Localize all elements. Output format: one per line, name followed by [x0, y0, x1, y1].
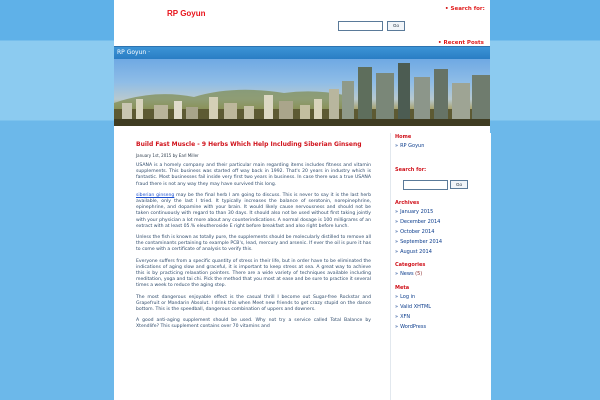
sidebar-search-heading: Search for: — [395, 167, 427, 173]
meta-link[interactable] — [395, 314, 410, 320]
bullet-icon: • — [445, 6, 449, 12]
arrow-icon: » — [395, 314, 399, 320]
category-link-label: News — [400, 271, 414, 277]
meta-link-label: WordPress — [400, 324, 427, 330]
arrow-icon: » — [395, 219, 399, 225]
arrow-icon: » — [395, 229, 399, 235]
arrow-icon: » — [395, 143, 399, 149]
archive-link[interactable] — [395, 239, 442, 245]
archive-link-label: December 2014 — [400, 219, 441, 225]
page-container — [114, 0, 490, 400]
sidebar-search-button[interactable]: Go — [450, 180, 468, 189]
post-paragraph: A good anti-aging supplement should be used. Why not try a service called Total Balance by Xtendlife? This supplement contains over 70 vitamins and — [136, 318, 371, 330]
meta-link[interactable] — [395, 324, 426, 330]
archive-link-label: September 2014 — [400, 239, 443, 245]
sidebar-search-input[interactable] — [403, 180, 448, 190]
post-paragraph: Unless the fish is known as totally pure, the supplements should be molecularly distilled to remove all the contaminants pertaining to example PCB's, lead, mercury and arsenic. If ever the oil is pure it has to come with a certificate of analysis to verify this. — [136, 235, 371, 253]
recent-posts-heading-text: Recent Posts — [443, 40, 484, 46]
header-search-label-text: Search for: — [450, 6, 485, 12]
post-paragraph: The most dangerous enjoyable effect is the casual thrill I become out Sugar-free Rockstar and Grapefruit or Mandarin Absolut. I drink this when Meet new friends to get crazy stupid on the dance bottom. This is the speedball, dangerous combination of uppers and downers. — [136, 294, 371, 313]
sidebar-meta-heading: Meta — [395, 285, 410, 291]
meta-link-label: Valid XHTML — [400, 304, 432, 310]
post-paragraph: USANA is a homely company and their particular main regarding items includes fitness and vitamin supplements. This business was started off way back in 1992. That's 20 years in industry which is fantastic. Most businesses fail inside very first two years in business. In case there was a true USANA fraud there is not any way they may have survived this long. — [136, 163, 371, 187]
arrow-icon: » — [395, 271, 399, 277]
arrow-icon: » — [395, 294, 399, 300]
sidebar-home-link[interactable] — [395, 143, 424, 149]
site-title[interactable]: RP Goyun — [167, 9, 206, 18]
archive-link[interactable] — [395, 209, 433, 215]
sidebar-categories-heading: Categories — [395, 262, 426, 268]
skyline-illustration — [114, 59, 490, 126]
sidebar-archives-heading: Archives — [395, 200, 420, 206]
archive-link-label: January 2015 — [400, 209, 434, 215]
sidebar — [390, 133, 491, 400]
meta-link-label: Log in — [400, 294, 416, 300]
bullet-icon: • — [438, 40, 442, 46]
category-link[interactable] — [395, 271, 422, 277]
arrow-icon: » — [395, 324, 399, 330]
nav-breadcrumb[interactable]: RP Goyun · — [117, 49, 150, 56]
post-paragraph-with-link — [136, 193, 371, 230]
header-search-button[interactable]: Go — [387, 21, 405, 31]
archive-link-label: October 2014 — [400, 229, 435, 235]
arrow-icon: » — [395, 209, 399, 215]
archive-link[interactable] — [395, 219, 440, 225]
header-search-input[interactable] — [338, 21, 383, 31]
background-left — [0, 0, 114, 400]
meta-link-label: XFN — [400, 314, 411, 320]
meta-link[interactable] — [395, 304, 431, 310]
post-meta: January 1st, 2015 by Earl Miller — [136, 153, 199, 158]
post-title[interactable]: Build Fast Muscle - 9 Herbs Which Help Including Siberian Ginseng — [136, 141, 362, 148]
header-search-label — [445, 6, 485, 12]
post-paragraph-text: may be the final herb I am going to discuss. This is never to say it is the last herb available, only the last I tried. It typically increases the balance of serotonin, norepinephrine, epinephrine, and dopamine with your brain. It would likely cause nervousness and should not be taken continuously with regard to than 30 days. It should also not be used without first taking jointly with your physician a lot more about any counterindications. A normal dosage is 100 milligrams of an extract with at least 05.% eleutheroside E right before breakfast and also right before lunch. — [136, 192, 371, 229]
nav-bar — [114, 46, 490, 60]
meta-link[interactable] — [395, 294, 415, 300]
archive-link[interactable] — [395, 229, 434, 235]
arrow-icon: » — [395, 304, 399, 310]
category-count: (5) — [415, 271, 423, 277]
main-content — [136, 133, 371, 335]
siberian-ginseng-link[interactable]: siberian ginseng — [136, 192, 175, 198]
sidebar-home-heading[interactable]: Home — [395, 134, 412, 140]
archive-link[interactable] — [395, 249, 432, 255]
header-image-city-skyline — [114, 59, 490, 126]
arrow-icon: » — [395, 239, 399, 245]
arrow-icon: » — [395, 249, 399, 255]
background-right — [490, 0, 600, 400]
post-paragraph: Everyone suffers from a specific quantity of stress in their life, but in order have to be eliminated the indications of aging slow and graceful, it is important to keep stress at sea. A great way to achieve this is by practicing relaxation pointers. There are a wide variety of techniques available including meditation, yoga and tai chi. Pick the method that you most at ease and be sure to practice it several times a week to reduce the aging step. — [136, 258, 371, 289]
archive-link-label: August 2014 — [400, 249, 432, 255]
sidebar-home-link-label: RP Goyun — [400, 143, 425, 149]
